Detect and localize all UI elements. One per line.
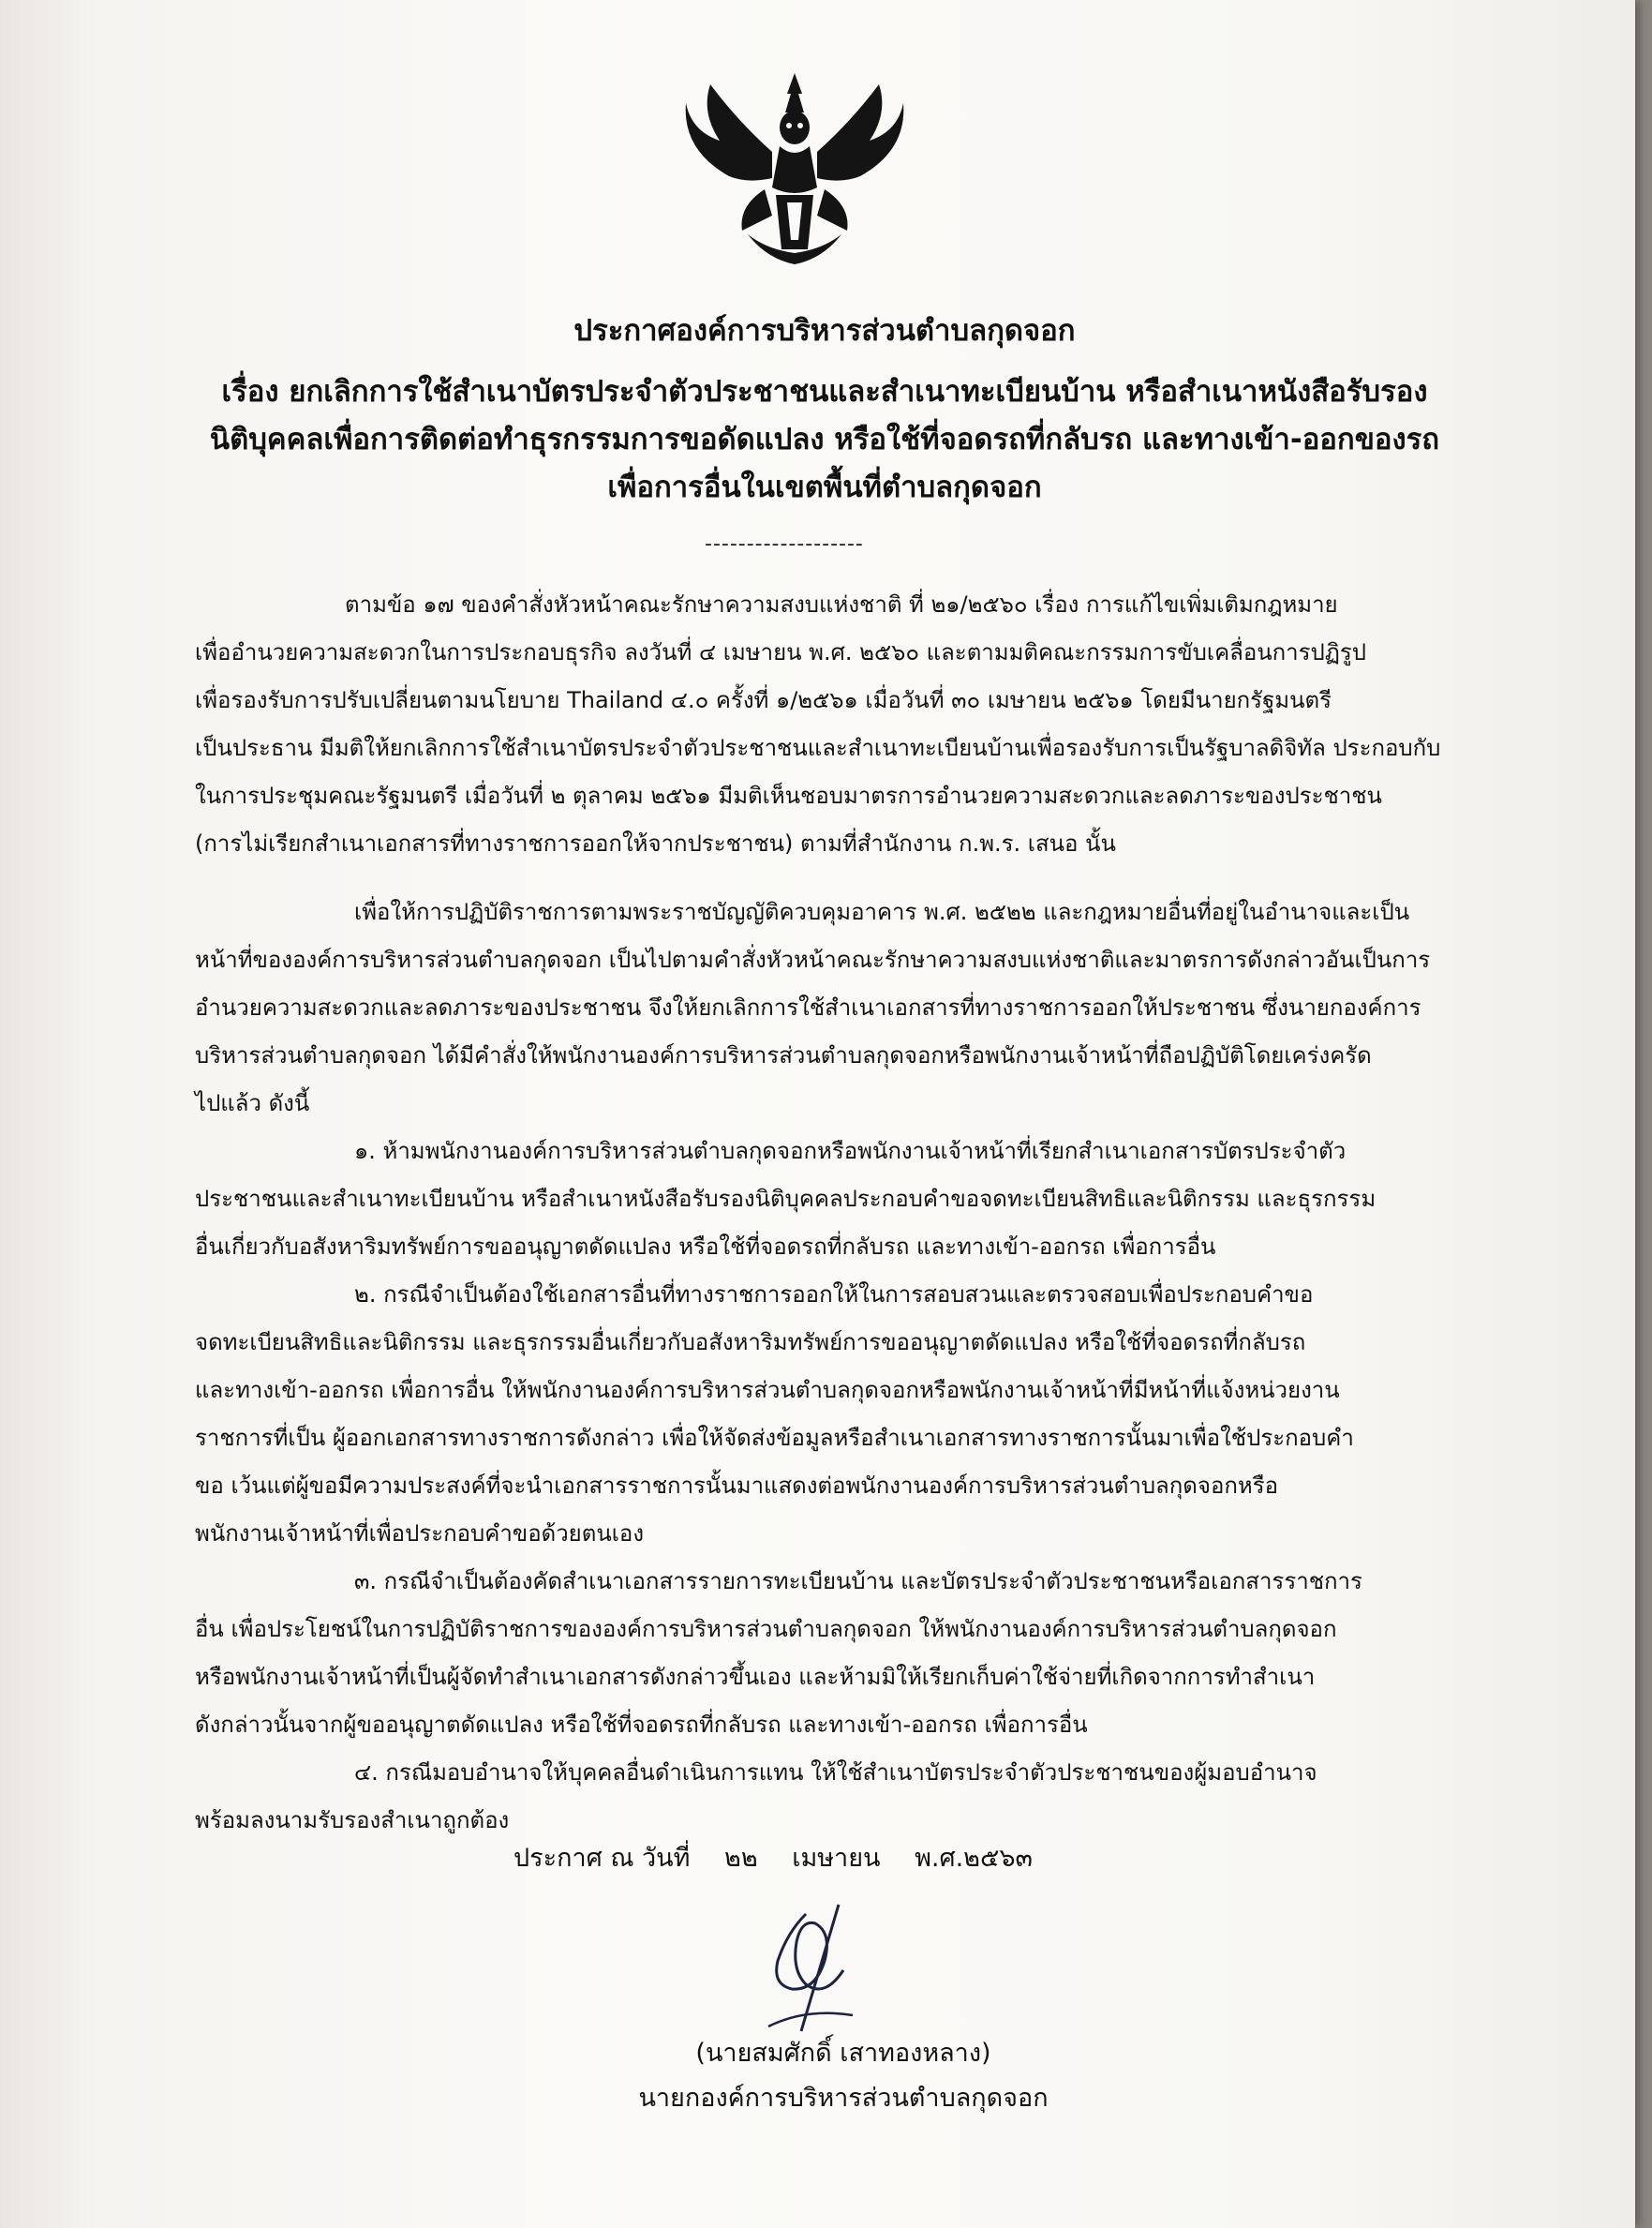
date-day: ๒๒ [724, 1844, 758, 1873]
body-line: ดังกล่าวนั้นจากผู้ขออนุญาตดัดแปลง หรือใช้ที่จอดรถที่กลับรถ และทางเข้า-ออกรถ เพื่อการอื่น [195, 1712, 1088, 1738]
signer-position: นายกองค์การบริหารส่วนตำบลกุดจอก [638, 2084, 1049, 2113]
body-line: ในการประชุมคณะรัฐมนตรี เมื่อวันที่ ๒ ตุลาคม ๒๕๖๑ มีมติเห็นชอบมาตรการอำนวยความสะดวกและลดภาระของประชาชน [195, 783, 1382, 809]
body-line: พนักงานเจ้าหน้าที่เพื่อประกอบคำขอด้วยตนเอง [195, 1520, 645, 1547]
body-line: เพื่ออำนวยความสะดวกในการประกอบธุรกิจ ลงวันที่ ๔ เมษายน พ.ศ. ๒๕๖๐ และตามมติคณะกรรมการขับเคลื่อนการปฏิรูป [195, 639, 1367, 665]
date-month: เมษายน [792, 1844, 881, 1873]
body-line: อื่นเกี่ยวกับอสังหาริมทรัพย์การขออนุญาตดัดแปลง หรือใช้ที่จอดรถที่กลับรถ และทางเข้า-ออกรถ เพื่อการอื่น [195, 1234, 1216, 1260]
subject-block [187, 368, 1462, 512]
body-line: หน้าที่ขององค์การบริหารส่วนตำบลกุดจอก เป็นไปตามคำสั่งหัวหน้าคณะรักษาความสงบแห่งชาติและมาตรการดังกล่าวอันเป็นการ [195, 947, 1431, 973]
body-line: บริหารส่วนตำบลกุดจอก ได้มีคำสั่งให้พนักงานองค์การบริหารส่วนตำบลกุดจอกหรือพนักงานเจ้าหน้าที่ถือปฏิบัติโดยเคร่งครัด [195, 1042, 1372, 1069]
subject-line: เพื่อการอื่นในเขตพื้นที่ตำบลกุดจอก [607, 471, 1042, 504]
body-line: หรือพนักงานเจ้าหน้าที่เป็นผู้จัดทำสำเนาเอกสารดังกล่าวขึ้นเอง และห้ามมิให้เรียกเก็บค่าใช้จ่ายที่เกิดจากการทำสำเนา [195, 1664, 1316, 1690]
directive-1: ๑. ห้ามพนักงานองค์การบริหารส่วนตำบลกุดจอกหรือพนักงานเจ้าหน้าที่เรียกสำเนาเอกสารบัตรประจำตัว [354, 1138, 1347, 1164]
subject-line: นิติบุคคลเพื่อการติดต่อทำธุรกรรมการขอดัดแปลง หรือใช้ที่จอดรถที่กลับรถ และทางเข้า-ออกของรถ [209, 423, 1440, 456]
title-separator: ------------------- [705, 532, 864, 556]
date-year: พ.ศ.๒๕๖๓ [915, 1844, 1034, 1873]
date-label: ประกาศ ณ วันที่ [513, 1844, 691, 1873]
body-line: เพื่อรองรับการปรับเปลี่ยนตามนโยบาย Thailand ๔.๐ ครั้งที่ ๑/๒๕๖๑ เมื่อวันที่ ๓๐ เมษายน ๒๕๖๑ โดยมีนายกรัฐมนตรี [195, 687, 1332, 713]
paragraph-legal-basis [195, 581, 1458, 868]
body-line: ประชาชนและสำเนาทะเบียนบ้าน หรือสำเนาหนังสือรับรองนิติบุคคลประกอบคำขอจดทะเบียนสิทธิและนิติกรรม และธุรกรรม [195, 1186, 1377, 1212]
subject-line: เรื่อง ยกเลิกการใช้สำเนาบัตรประจำตัวประชาชนและสำเนาทะเบียนบ้าน หรือสำเนาหนังสือรับรอง [221, 375, 1428, 409]
paragraph-directives [195, 889, 1458, 1845]
announcement-title: ประกาศองค์การบริหารส่วนตำบลกุดจอก [573, 314, 1076, 348]
body-line: (การไม่เรียกสำเนาเอกสารที่ทางราชการออกให้จากประชาชน) ตามที่สำนักงาน ก.พ.ร. เสนอ นั้น [195, 830, 1116, 857]
directive-2: ๒. กรณีจำเป็นต้องใช้เอกสารอื่นที่ทางราชการออกให้ในการสอบสวนและตรวจสอบเพื่อประกอบคำขอ [354, 1281, 1314, 1308]
body-line: ตามข้อ ๑๗ ของคำสั่งหัวหน้าคณะรักษาความสงบแห่งชาติ ที่ ๒๑/๒๕๖๐ เรื่อง การแก้ไขเพิ่มเติมกฎหมาย [345, 591, 1338, 618]
garuda-emblem [682, 66, 907, 267]
body-line: อำนวยความสะดวกและลดภาระของประชาชน จึงให้ยกเลิกการใช้สำเนาเอกสารที่ทางราชการออกให้ประชาชน ซึ่งนายกองค์การ [195, 994, 1421, 1021]
signer-name: (นายสมศักดิ์ เสาทองหลาง) [695, 2039, 991, 2068]
directive-3: ๓. กรณีจำเป็นต้องคัดสำเนาเอกสารรายการทะเบียนบ้าน และบัตรประจำตัวประชาชนหรือเอกสารราชการ [354, 1568, 1362, 1594]
body-line: เป็นประธาน มีมติให้ยกเลิกการใช้สำเนาบัตรประจำตัวประชาชนและสำเนาทะเบียนบ้านเพื่อรองรับการเป็นรัฐบาลดิจิทัล ประกอบกับ [195, 735, 1441, 761]
announcement-date [513, 1837, 1059, 1877]
body-line: จดทะเบียนสิทธิและนิติกรรม และธุรกรรมอื่นเกี่ยวกับอสังหาริมทรัพย์การขออนุญาตดัดแปลง หรือใช้ที่จอดรถที่กลับรถ [195, 1329, 1306, 1355]
directive-4: ๔. กรณีมอบอำนาจให้บุคคลอื่นดำเนินการแทน ให้ใช้สำเนาบัตรประจำตัวประชาชนของผู้มอบอำนาจ [354, 1759, 1317, 1786]
body-line: เพื่อให้การปฏิบัติราชการตามพระราชบัญญัติควบคุมอาคาร พ.ศ. ๒๕๒๒ และกฎหมายอื่นที่อยู่ในอำนาจและเป็น [354, 899, 1410, 925]
body-line: ไปแล้ว ดังนี้ [195, 1090, 310, 1116]
body-line: และทางเข้า-ออกรถ เพื่อการอื่น ให้พนักงานองค์การบริหารส่วนตำบลกุดจอกหรือพนักงานเจ้าหน้าที่มีหน้าที่แจ้งหน่วยงาน [195, 1377, 1340, 1403]
body-line: อื่น เพื่อประโยชน์ในการปฏิบัติราชการขององค์การบริหารส่วนตำบลกุดจอก ให้พนักงานองค์การบริหารส่วนตำบลกุดจอก [195, 1616, 1337, 1642]
body-line: พร้อมลงนามรับรองสำเนาถูกต้อง [195, 1807, 510, 1833]
body-line: ราชการที่เป็น ผู้ออกเอกสารทางราชการดังกล่าว เพื่อให้จัดส่งข้อมูลหรือสำเนาเอกสารทางราชการนั้นมาเพื่อใช้ประกอบคำ [195, 1425, 1354, 1451]
handwritten-signature [750, 1895, 890, 2036]
body-line: ขอ เว้นแต่ผู้ขอมีความประสงค์ที่จะนำเอกสารราชการนั้นมาแสดงต่อพนักงานองค์การบริหารส่วนตำบลกุดจอกหรือ [195, 1473, 1279, 1499]
